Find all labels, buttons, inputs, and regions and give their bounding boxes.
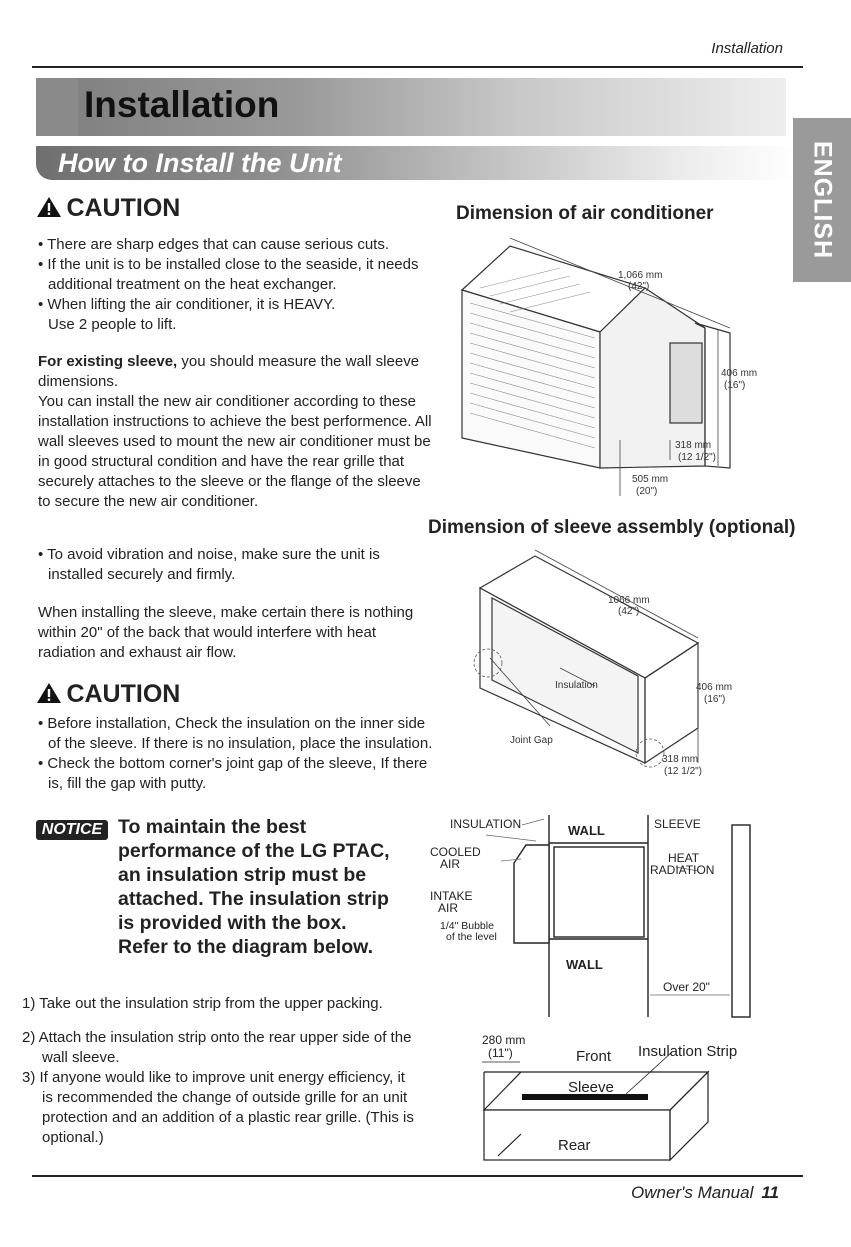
caution-1-line: additional treatment on the heat exchanger. xyxy=(48,276,337,293)
sleeve-depth-mm: 318 mm xyxy=(662,754,699,765)
notice-badge: NOTICE xyxy=(36,820,108,840)
clearance-label: Over 20" xyxy=(663,980,710,994)
caution-2-line: • Before installation, Check the insulation on the inner side xyxy=(38,715,426,732)
language-tab-label: ENGLISH xyxy=(808,140,837,260)
vibration-line: • To avoid vibration and noise, make sure the unit is xyxy=(38,546,380,563)
ac-width-mm: 1,066 mm xyxy=(618,270,663,281)
caution-2-line: of the sleeve. If there is no insulation, place the insulation. xyxy=(48,735,433,752)
caution-2-line: is, fill the gap with putty. xyxy=(48,775,207,792)
steps-list xyxy=(22,994,437,1148)
sleeve-depth-in: (12 1/2") xyxy=(664,766,703,777)
paragraph-line: wall sleeves used to mount the new air conditioner must be xyxy=(38,433,431,450)
wall-insulation-label: INSULATION xyxy=(450,817,522,831)
warning-icon xyxy=(36,196,62,218)
strip-mm: 280 mm xyxy=(482,1033,526,1047)
existing-sleeve-bold: For existing sleeve, xyxy=(38,353,178,370)
step-line: wall sleeve. xyxy=(42,1049,120,1066)
sleeve-label: SLEEVE xyxy=(654,817,701,831)
caution-label-1: CAUTION xyxy=(66,194,181,222)
wall-top-label: WALL xyxy=(568,823,605,838)
ac-height-in: (16") xyxy=(724,380,746,391)
ac-depth1-mm: 318 mm xyxy=(675,440,712,451)
warning-icon xyxy=(36,682,62,704)
step-line: 3) If anyone would like to improve unit energy efficiency, it xyxy=(22,1069,405,1086)
intake-label: INTAKE xyxy=(430,889,473,903)
title-square-decoration xyxy=(36,78,78,136)
heat-label: HEAT xyxy=(668,851,700,865)
sleeve-diagram xyxy=(440,548,770,788)
paragraph-line: installation instructions to achieve the best performence. All xyxy=(38,413,432,430)
cooled-air-label: AIR xyxy=(440,857,461,871)
step-line: protection and an addition of a plastic rear grille. (This is xyxy=(42,1109,414,1126)
sleeve-width-in: (42") xyxy=(618,606,640,617)
header-rule xyxy=(32,66,803,68)
caution-heading-2 xyxy=(36,680,180,709)
insulation-label: Insulation xyxy=(555,680,598,691)
ac-unit-diagram xyxy=(440,228,770,503)
ac-dimension-title: Dimension of air conditioner xyxy=(456,203,714,224)
step-line: 2) Attach the insulation strip onto the rear upper side of the xyxy=(22,1029,412,1046)
paragraph-line: dimensions. xyxy=(38,373,119,390)
caution-label-2: CAUTION xyxy=(66,680,181,708)
caution-1-line: • If the unit is to be installed close to the seaside, it needs xyxy=(38,256,419,273)
radiation-label: RADIATION xyxy=(650,863,715,877)
clearance-line: within 20" of the back that would interfere with heat xyxy=(38,624,377,641)
sleeve-dimension-title: Dimension of sleeve assembly (optional) xyxy=(428,517,796,538)
sleeve-clearance-note xyxy=(38,603,438,663)
clearance-line: When installing the sleeve, make certain there is nothing xyxy=(38,604,414,621)
notice-text xyxy=(118,815,428,959)
caution-heading-1 xyxy=(36,194,180,223)
paragraph-text: you should measure the wall sleeve xyxy=(177,353,420,370)
wall-bottom-label: WALL xyxy=(566,957,603,972)
subtitle-banner xyxy=(36,146,796,180)
clearance-line: radiation and exhaust air flow. xyxy=(38,644,237,661)
notice-line: is provided with the box. xyxy=(118,912,347,934)
wall-installation-diagram xyxy=(430,805,776,1033)
ac-depth1-in: (12 1/2") xyxy=(678,452,717,463)
ac-depth2-mm: 505 mm xyxy=(632,474,669,485)
rear-label: Rear xyxy=(558,1137,591,1154)
sleeve-width-mm: 1066 mm xyxy=(608,595,650,606)
vibration-line: installed securely and firmly. xyxy=(48,566,236,583)
paragraph-line: You can install the new air conditioner according to these xyxy=(38,393,417,410)
paragraph-line: to secure the new air conditioner. xyxy=(38,493,259,510)
notice-line: an insulation strip must be xyxy=(118,864,367,886)
caution-list-2 xyxy=(38,714,438,794)
existing-sleeve-paragraph xyxy=(38,352,438,512)
footer xyxy=(631,1183,779,1203)
running-header: Installation xyxy=(711,40,783,57)
paragraph-line: securely attaches to the sleeve or the flange of the sleeve xyxy=(38,473,421,490)
title-banner xyxy=(36,78,786,136)
language-tab xyxy=(793,118,851,282)
level-label: of the level xyxy=(446,931,497,943)
insulation-strip-label: Insulation Strip xyxy=(638,1043,738,1060)
sleeve-strip-label: Sleeve xyxy=(568,1079,614,1096)
vibration-note xyxy=(38,545,438,585)
notice-line: performance of the LG PTAC, xyxy=(118,840,390,862)
intake-air-label: AIR xyxy=(438,901,459,915)
caution-1-line: • When lifting the air conditioner, it is HEAVY. xyxy=(38,296,336,313)
ac-width-in: (42") xyxy=(628,281,650,292)
sleeve-height-mm: 406 mm xyxy=(696,682,733,693)
notice-line: attached. The insulation strip xyxy=(118,888,389,910)
caution-1-line: • There are sharp edges that can cause serious cuts. xyxy=(38,236,390,253)
notice-line: To maintain the best xyxy=(118,816,307,838)
front-label: Front xyxy=(576,1048,612,1065)
ac-height-mm: 406 mm xyxy=(721,368,758,379)
caution-1-line: Use 2 people to lift. xyxy=(48,316,177,333)
bubble-label: 1/4" Bubble xyxy=(440,920,494,932)
caution-2-line: • Check the bottom corner's joint gap of the sleeve, If there xyxy=(38,755,428,772)
paragraph-line xyxy=(38,352,438,372)
cooled-label: COOLED xyxy=(430,845,481,859)
footer-rule xyxy=(32,1175,803,1177)
ac-depth2-in: (20") xyxy=(636,486,658,497)
strip-in: (11") xyxy=(488,1046,513,1060)
step-line: optional.) xyxy=(42,1129,104,1146)
caution-list-1 xyxy=(38,235,428,335)
joint-gap-label: Joint Gap xyxy=(510,735,553,746)
notice-line: Refer to the diagram below. xyxy=(118,936,373,958)
insulation-strip-diagram xyxy=(476,1030,738,1165)
step-line: is recommended the change of outside grille for an unit xyxy=(42,1089,408,1106)
page-number: 11 xyxy=(761,1183,779,1202)
paragraph-line: in good structural condition and have the rear grille that xyxy=(38,453,405,470)
page-title: Installation xyxy=(84,84,280,125)
step-line: 1) Take out the insulation strip from the upper packing. xyxy=(22,995,383,1012)
sleeve-height-in: (16") xyxy=(704,694,726,705)
footer-manual: Owner's Manual xyxy=(631,1183,754,1202)
page-subtitle: How to Install the Unit xyxy=(58,148,342,178)
